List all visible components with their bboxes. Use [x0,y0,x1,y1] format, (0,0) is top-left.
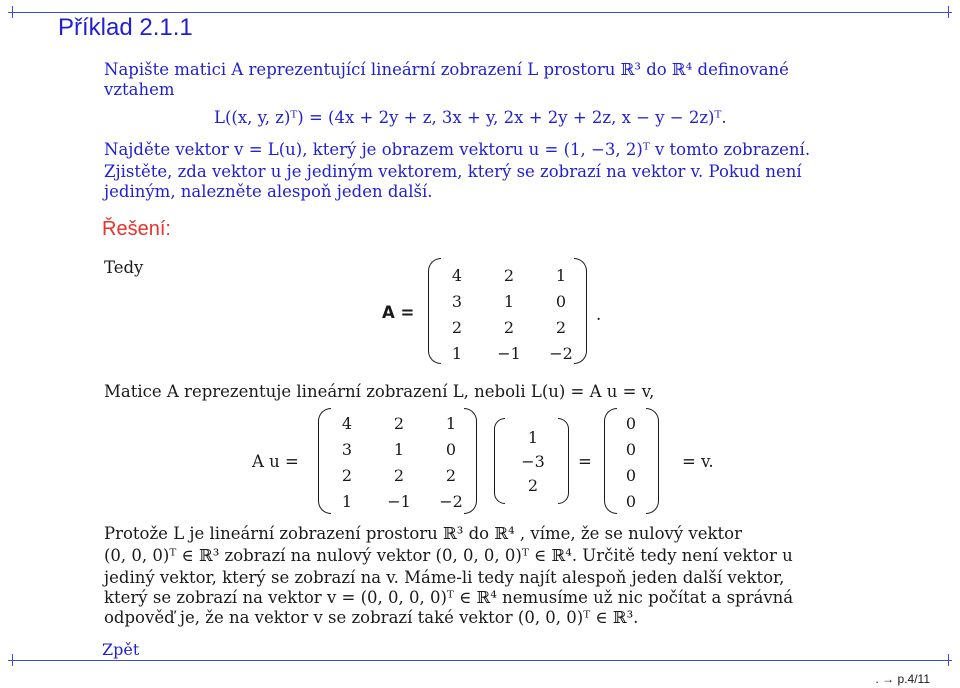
conclusion-line-2: (0, 0, 0)ᵀ ∈ ℝ³ zobrazí na nulový vektor (0, 0, 0, 0)ᵀ ∈ ℝ⁴. Určitě tedy není vektor u [104,546,793,565]
page-indicator[interactable]: . → p.4/11 [875,672,930,686]
product-matrix-cell: 2 [393,414,405,433]
vector-u-right-paren [558,418,569,504]
matrix-a-cell: 1 [451,344,463,363]
matrix-a-cell: 0 [555,292,567,311]
frame-tick-tl [12,6,13,18]
problem-line-4: Zjistěte, zda vektor u je jediným vektorem, který se zobrazí na vektor v. Pokud není [104,162,802,181]
frame-tick-br [948,654,949,666]
matrix-a-cell: 1 [555,266,567,285]
product-rhs: = v. [682,452,714,471]
vector-u-cell: 1 [527,428,539,447]
solution-heading: Řešení: [102,218,171,240]
problem-line-3: Najděte vektor v = L(u), který je obrazem vektoru u = (1, −3, 2)ᵀ v tomto zobrazení. [104,140,811,159]
product-matrix-cell: 2 [393,466,405,485]
problem-formula: L((x, y, z)ᵀ) = (4x + 2y + z, 3x + y, 2x + 2y + 2z, x − y − 2z)ᵀ. [214,108,727,127]
frame-tick-bl [12,654,13,666]
product-matrix-cell: 4 [341,414,353,433]
representation-line: Matice A reprezentuje lineární zobrazení L, neboli L(u) = A u = v, [104,382,655,401]
result-vector-cell: 0 [625,492,637,511]
product-matrix-cell: 2 [445,466,457,485]
product-matrix-cell: 3 [341,440,353,459]
product-lhs: A u = [252,452,299,471]
problem-line-1: Napište matici A reprezentující lineární zobrazení L prostoru ℝ³ do ℝ⁴ definované [104,60,789,79]
matrix-a-cell: −2 [549,344,573,363]
matrix-left-paren [428,258,441,364]
page-title: Příklad 2.1.1 [58,14,193,41]
product-matrix-cell: 1 [393,440,405,459]
vector-u-cell: −3 [521,452,545,471]
vector-u-cell: 2 [527,476,539,495]
product-eq: = [578,452,592,471]
matrix-a-cell: 2 [503,266,515,285]
problem-line-2: vztahem [104,80,175,99]
frame-bottom [8,660,952,661]
product-matrix-cell: −1 [387,492,411,511]
product-matrix-cell: 1 [445,414,457,433]
matrix-a-cell: 2 [503,318,515,337]
matrix-a-cell: 2 [451,318,463,337]
matrix-a-cell: 4 [451,266,463,285]
frame-top [8,12,952,13]
vector-u-left-paren [494,418,505,504]
product-matrix-left-paren [318,408,331,514]
back-link[interactable]: Zpět [102,640,140,659]
conclusion-line-5: odpověď je, že na vektor v se zobrazí také vektor (0, 0, 0)ᵀ ∈ ℝ³. [104,608,639,627]
result-vector-cell: 0 [625,440,637,459]
matrix-end: . [596,305,602,324]
matrix-a-cell: −1 [497,344,521,363]
product-matrix-cell: 1 [341,492,353,511]
matrix-a-cell: 3 [451,292,463,311]
tedy-label: Tedy [104,258,144,277]
product-matrix-cell: 0 [445,440,457,459]
conclusion-line-1: Protože L je lineární zobrazení prostoru ℝ³ do ℝ⁴ , víme, že se nulový vektor [104,524,742,543]
result-vector-cell: 0 [625,466,637,485]
frame-tick-tr [948,6,949,18]
product-matrix-cell: −2 [439,492,463,511]
conclusion-line-4: který se zobrazí na vektor v = (0, 0, 0, 0)ᵀ ∈ ℝ⁴ nemusíme už nic počítat a správná [104,588,794,607]
matrix-label: A = [382,303,415,322]
product-matrix-cell: 2 [341,466,353,485]
matrix-a-cell: 1 [503,292,515,311]
conclusion-line-3: jediný vektor, který se zobrazí na v. Máme-li tedy najít alespoň jeden další vektor, [104,568,785,587]
matrix-a-cell: 2 [555,318,567,337]
result-right-paren [646,408,659,514]
problem-line-5: jediným, nalezněte alespoň jeden další. [104,182,433,201]
result-vector-cell: 0 [625,414,637,433]
